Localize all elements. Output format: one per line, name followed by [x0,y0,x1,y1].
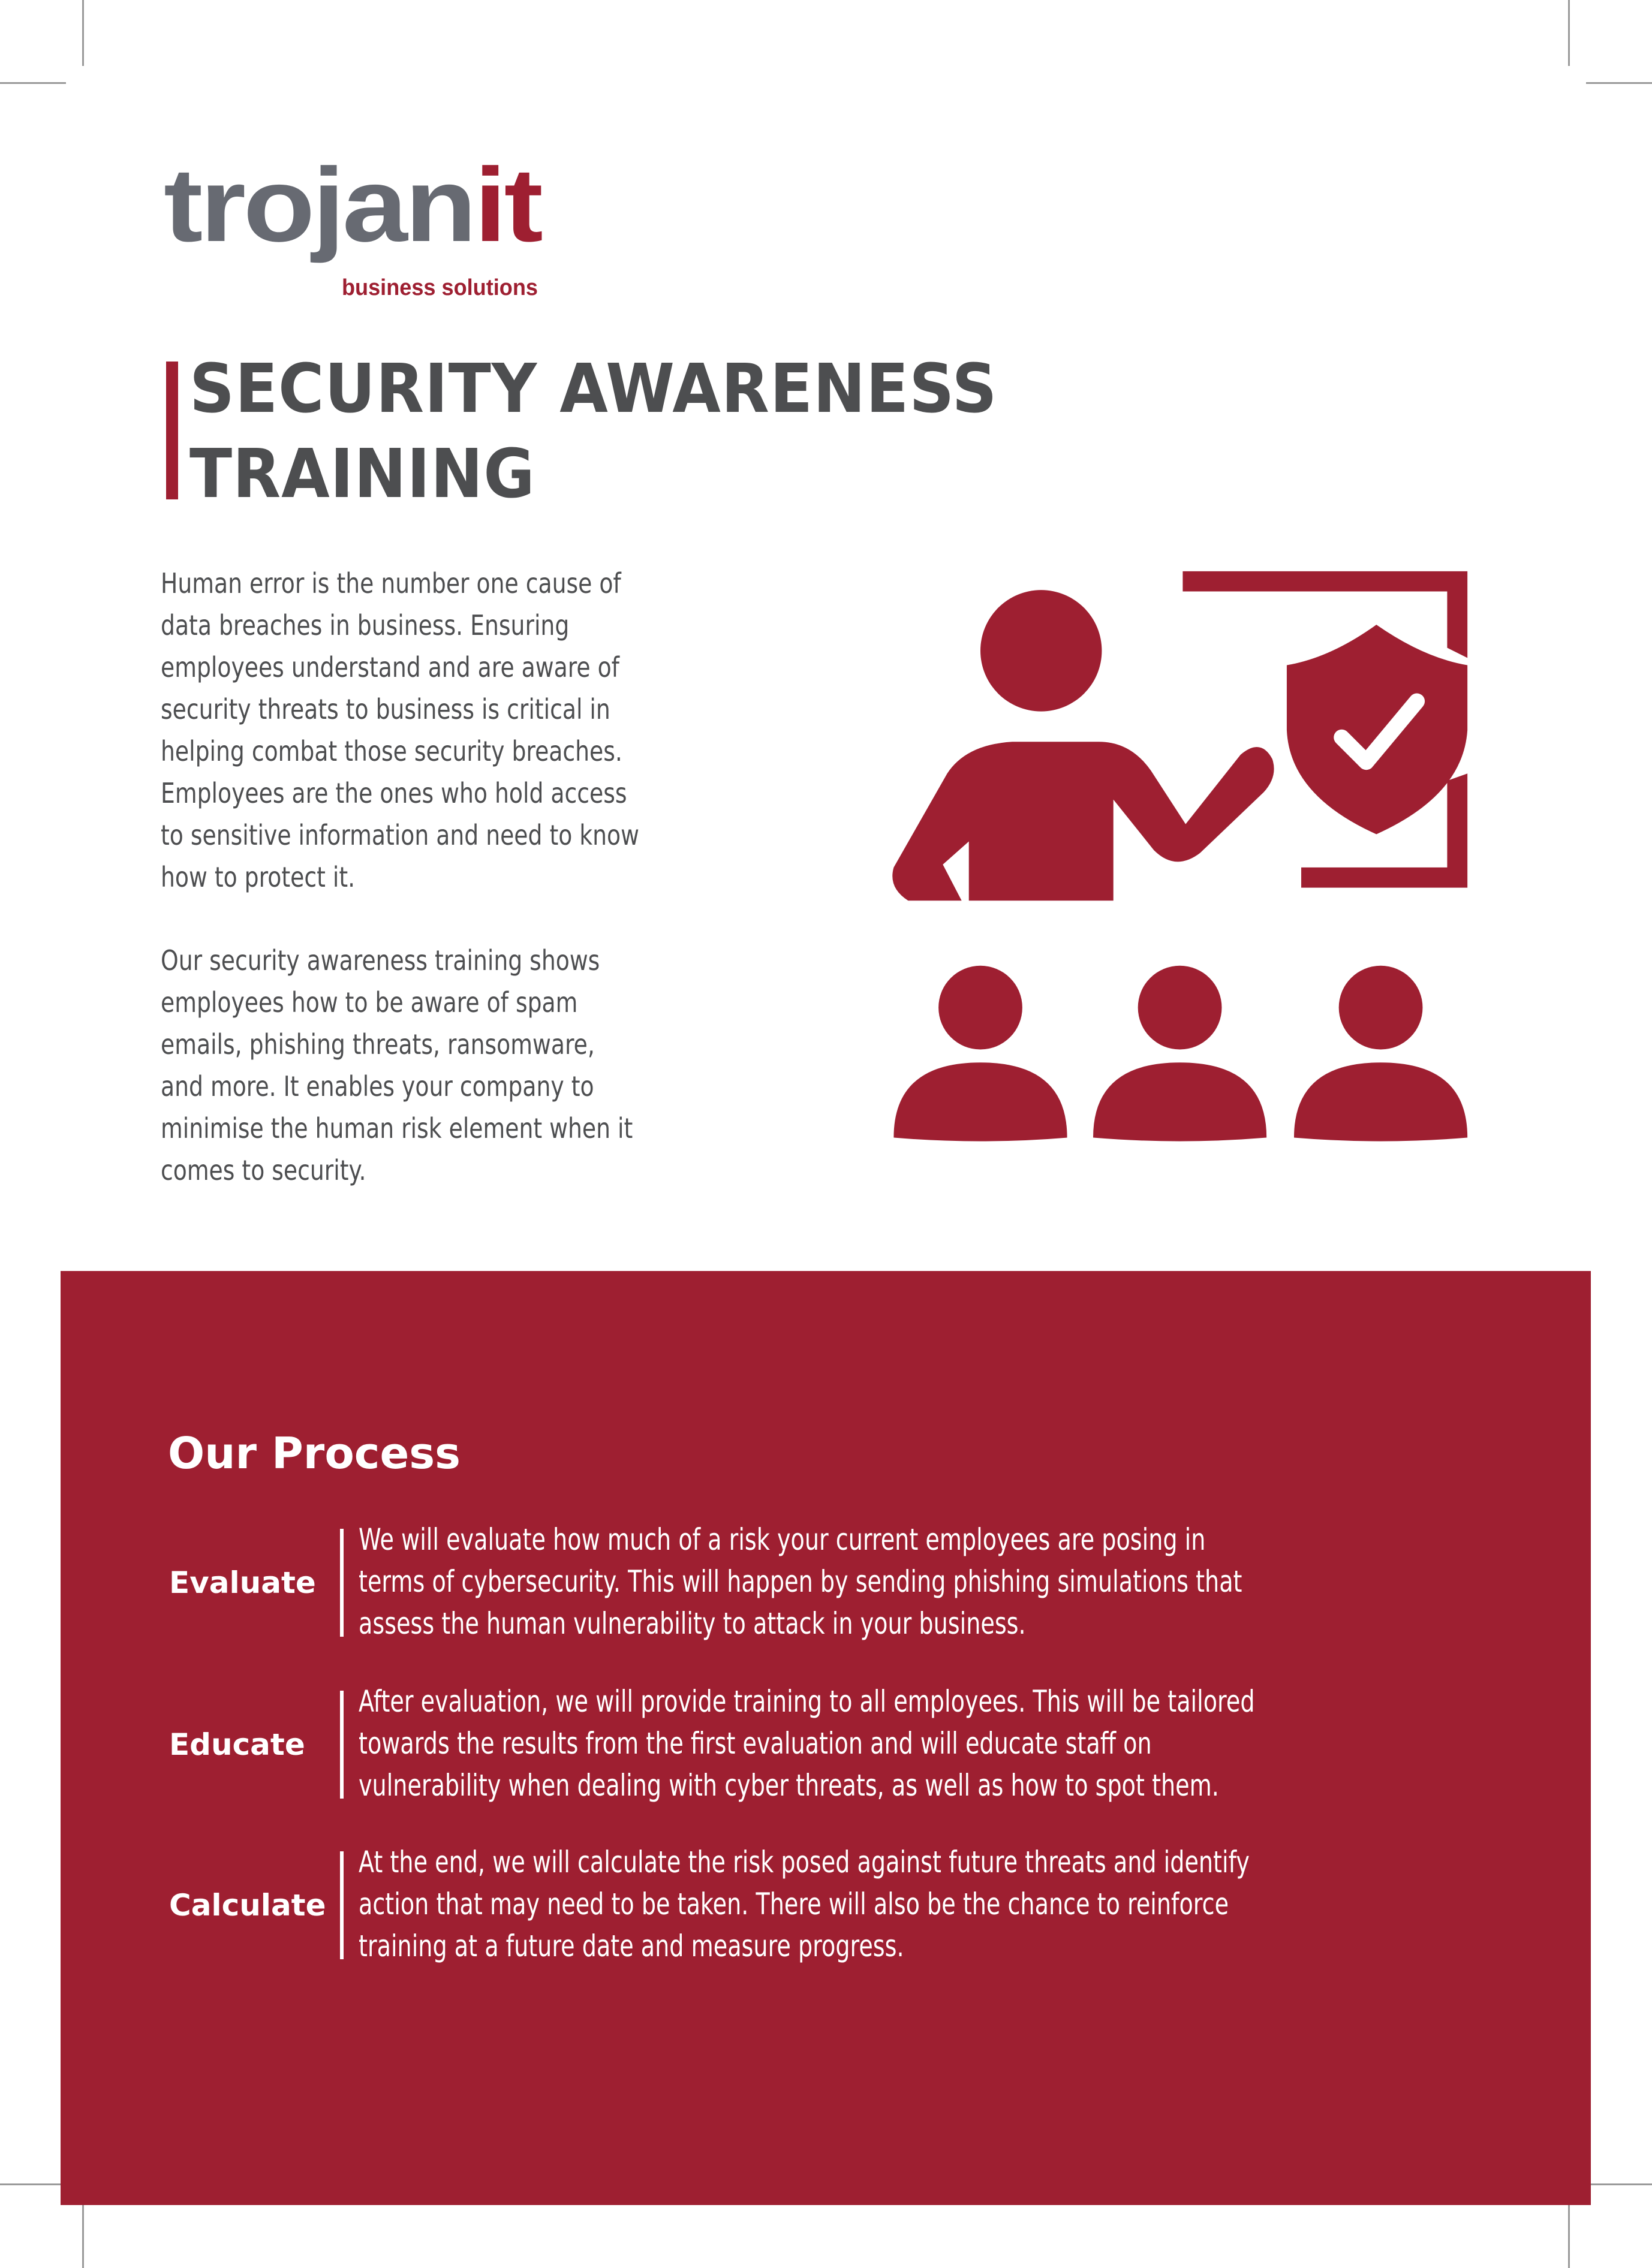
text-line: terms of cybersecurity. This will happen by sending phishing simulations that [359,1564,1242,1599]
logo-text-trojan: trojan [164,147,474,264]
page-title [189,347,997,517]
step-description [359,1680,1490,1806]
process-step-educate [61,1684,1591,1803]
intro-paragraph-2 [161,939,731,1191]
audience-head-icon [1339,966,1423,1050]
step-description [359,1519,1490,1644]
presenter-body-icon [892,742,1274,900]
crop-mark [0,82,66,84]
step-divider [340,1529,344,1637]
text-line: action that may need to be taken. There will also be the chance to reinforce [359,1887,1229,1921]
crop-mark [0,2183,66,2185]
text-line: how to protect it. [161,861,356,893]
logo-text-it: it [474,147,541,264]
intro-paragraph-1 [161,562,731,898]
text-line: comes to security. [161,1154,366,1186]
text-line: emails, phishing threats, ransomware, [161,1028,595,1061]
audience-head-icon [1138,966,1222,1050]
text-line: Our security awareness training shows [161,944,600,977]
text-line: and more. It enables your company to [161,1070,594,1103]
text-line: minimise the human risk element when it [161,1112,633,1144]
audience-body-icon [1294,1062,1467,1141]
audience-body-icon [1093,1062,1266,1141]
crop-mark [82,2201,84,2268]
text-line: Employees are the ones who hold access [161,777,627,809]
text-line: assess the human vulnerability to attack in your business. [359,1606,1026,1641]
process-section [61,1271,1591,2205]
audience-body-icon [893,1062,1067,1141]
text-line: to sensitive information and need to know [161,819,639,851]
title-line-2: TRAINING [189,435,535,513]
step-label: Educate [169,1727,305,1762]
text-line: employees understand and are aware of [161,651,619,683]
title-accent-bar [166,362,178,499]
company-logo [164,147,553,303]
step-label: Evaluate [169,1565,316,1600]
text-line: Human error is the number one cause of [161,567,621,600]
audience-head-icon [938,966,1022,1050]
shield-icon [1287,625,1467,834]
process-step-evaluate [61,1522,1591,1641]
crop-mark [1586,2183,1652,2185]
title-line-1: SECURITY AWARENESS [189,350,998,428]
presenter-head-icon [980,590,1102,711]
step-divider [340,1851,344,1959]
training-illustration-icon [892,568,1470,1146]
process-step-calculate [61,1845,1591,1963]
logo-tagline: business solutions [342,275,538,300]
text-line: security threats to business is critical in [161,693,610,725]
process-heading: Our Process [168,1428,461,1478]
text-line: helping combat those security breaches. [161,735,622,767]
crop-mark [82,0,84,66]
crop-mark [1568,0,1570,66]
text-line: At the end, we will calculate the risk posed against future threats and identify [359,1845,1250,1880]
step-divider [340,1691,344,1799]
text-line: towards the results from the first evaluation and will educate staff on [359,1726,1152,1761]
crop-mark [1586,82,1652,84]
step-description [359,1841,1490,1967]
text-line: data breaches in business. Ensuring [161,609,570,641]
text-line: training at a future date and measure progress. [359,1929,904,1963]
text-line: We will evaluate how much of a risk your current employees are posing in [359,1522,1206,1557]
step-label: Calculate [169,1888,326,1923]
text-line: vulnerability when dealing with cyber threats, as well as how to spot them. [359,1768,1219,1803]
crop-mark [1568,2201,1570,2268]
text-line: After evaluation, we will provide training to all employees. This will be tailored [359,1684,1255,1719]
text-line: employees how to be aware of spam [161,986,578,1019]
